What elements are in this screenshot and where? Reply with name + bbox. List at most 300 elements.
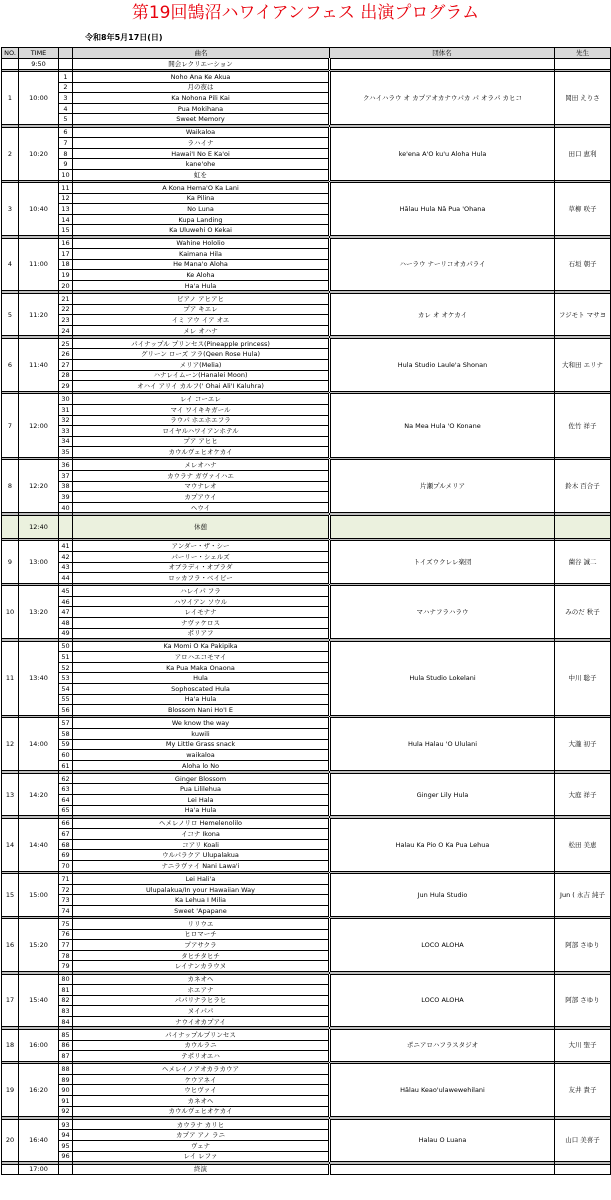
song-number: 26	[59, 349, 73, 360]
teacher-name: 大瀧 初子	[555, 718, 611, 771]
closing-group	[330, 1164, 555, 1175]
closing-label: 終演	[73, 1164, 330, 1175]
song-title: Ulupalakua/In your Hawaiian Way	[73, 884, 330, 895]
song-number: 66	[59, 818, 73, 829]
header-teacher: 先生	[555, 48, 611, 59]
group-time: 12:00	[19, 394, 59, 458]
song-title: アロハエコモマイ	[73, 652, 330, 663]
song-title: カプア アノ ラニ	[73, 1130, 330, 1141]
song-number: 68	[59, 839, 73, 850]
song-number: 80	[59, 974, 73, 985]
song-number: 22	[59, 304, 73, 315]
song-number: 85	[59, 1029, 73, 1040]
song-number: 72	[59, 884, 73, 895]
song-title: テポリオエハ	[73, 1051, 330, 1062]
song-number: 18	[59, 259, 73, 270]
song-title: オブラディ・オブラダ	[73, 562, 330, 573]
group-name: ポニアロハフラスタジオ	[330, 1029, 555, 1061]
group-number: 18	[2, 1029, 19, 1061]
song-title: グリーン ローズ フラ(Qeen Rose Hula)	[73, 349, 330, 360]
song-title: Ginger Blossom	[73, 773, 330, 784]
teacher-name: 田口 恵利	[555, 127, 611, 180]
song-title: プアサクラ	[73, 940, 330, 951]
group-time: 10:40	[19, 183, 59, 236]
song-title: ロッカフラ・ベイビー	[73, 573, 330, 584]
song-title: コアリ Koali	[73, 839, 330, 850]
closing-teacher	[555, 1164, 611, 1175]
song-title: ラウパ ホエホエフラ	[73, 415, 330, 426]
song-title: タヒチタヒチ	[73, 950, 330, 961]
program-table	[1, 47, 611, 1175]
performance-row	[2, 586, 611, 597]
song-number: 36	[59, 460, 73, 471]
song-title: カプアウイ	[73, 492, 330, 503]
song-title: waikaloa	[73, 750, 330, 761]
closing-row	[2, 1164, 611, 1175]
song-number: 2	[59, 82, 73, 93]
song-number: 65	[59, 805, 73, 816]
teacher-name: 大川 聖子	[555, 1029, 611, 1061]
song-title: パパリナラヒラヒ	[73, 995, 330, 1006]
performance-row	[2, 338, 611, 349]
song-title: カウルヴェヒオケカイ	[73, 447, 330, 458]
song-number: 24	[59, 325, 73, 336]
song-number: 47	[59, 607, 73, 618]
song-number: 43	[59, 562, 73, 573]
song-title: Ka Momi O Ka Pakipika	[73, 641, 330, 652]
song-title: ピアノ アヒアヒ	[73, 293, 330, 304]
song-title: Ka Nohona Pili Kai	[73, 93, 330, 104]
song-number: 1	[59, 72, 73, 83]
song-number: 31	[59, 404, 73, 415]
song-number: 57	[59, 718, 73, 729]
song-title: カウルラニ	[73, 1040, 330, 1051]
song-number: 89	[59, 1074, 73, 1085]
teacher-name: 山口 美喜子	[555, 1119, 611, 1161]
song-title: kane'ohe	[73, 159, 330, 170]
song-number: 63	[59, 784, 73, 795]
song-number: 28	[59, 370, 73, 381]
song-title: Pua Lililehua	[73, 784, 330, 795]
group-number: 11	[2, 641, 19, 715]
song-number: 32	[59, 415, 73, 426]
song-title: ロイヤルハワイアンホテル	[73, 426, 330, 437]
song-number: 73	[59, 895, 73, 906]
performance-row	[2, 1029, 611, 1040]
song-title: ラハイナ	[73, 138, 330, 149]
song-number: 8	[59, 148, 73, 159]
group-time: 16:40	[19, 1119, 59, 1161]
song-number: 29	[59, 381, 73, 392]
song-number: 23	[59, 315, 73, 326]
group-name: カレ オ オケカイ	[330, 293, 555, 335]
group-time: 10:00	[19, 72, 59, 125]
group-number: 3	[2, 183, 19, 236]
song-number: 25	[59, 338, 73, 349]
break-time: 12:40	[19, 515, 59, 538]
song-number: 88	[59, 1064, 73, 1075]
song-number: 77	[59, 940, 73, 951]
song-title: ホエアナ	[73, 985, 330, 996]
group-name: Halau Ka Pio O Ka Pua Lehua	[330, 818, 555, 871]
group-name: Jun Hula Studio	[330, 874, 555, 916]
header-time: TIME	[19, 48, 59, 59]
song-number: 86	[59, 1040, 73, 1051]
song-title: Kaimana Hila	[73, 249, 330, 260]
song-number: 46	[59, 596, 73, 607]
header-num	[59, 48, 73, 59]
song-number: 35	[59, 447, 73, 458]
song-number: 82	[59, 995, 73, 1006]
group-number: 10	[2, 586, 19, 639]
group-name: Na Mea Hula 'O Konane	[330, 394, 555, 458]
song-title: レイモナナ	[73, 607, 330, 618]
group-name: ハーラウ ナーリコオカパライ	[330, 238, 555, 291]
header-no: NO.	[2, 48, 19, 59]
group-time: 14:20	[19, 773, 59, 815]
song-title: Sweet 'Apapane	[73, 905, 330, 916]
group-name: Hula Studio Lokelani	[330, 641, 555, 715]
song-number: 50	[59, 641, 73, 652]
song-number: 61	[59, 760, 73, 771]
header-row	[2, 48, 611, 59]
closing-no	[2, 1164, 19, 1175]
song-title: マイ ワイキキガール	[73, 404, 330, 415]
program-body	[2, 59, 611, 1175]
song-title: kuwili	[73, 728, 330, 739]
song-title: Ka Lehua I Milia	[73, 895, 330, 906]
song-number: 81	[59, 985, 73, 996]
event-date: 令和8年5月17日(日)	[85, 33, 163, 42]
song-title: Kupa Landing	[73, 214, 330, 225]
song-title: リリウエ	[73, 919, 330, 930]
group-number: 2	[2, 127, 19, 180]
break-teacher	[555, 515, 611, 538]
song-number: 34	[59, 436, 73, 447]
group-time: 13:20	[19, 586, 59, 639]
group-number: 4	[2, 238, 19, 291]
teacher-name: 石垣 朝子	[555, 238, 611, 291]
song-number: 4	[59, 103, 73, 114]
song-number: 70	[59, 861, 73, 872]
group-name: Ginger Lily Hula	[330, 773, 555, 815]
teacher-name: Jun ( 永吉 純子	[555, 874, 611, 916]
teacher-name: 岡田 えりさ	[555, 72, 611, 125]
performance-row	[2, 238, 611, 249]
group-time: 12:20	[19, 460, 59, 513]
song-title: He Mana'o Aloha	[73, 259, 330, 270]
song-title: ナニラヴァイ Nani Lawa'i	[73, 861, 330, 872]
song-title: Sweet Memory	[73, 114, 330, 125]
song-number: 69	[59, 850, 73, 861]
group-time: 11:00	[19, 238, 59, 291]
group-number: 7	[2, 394, 19, 458]
song-title: Ha'a Hula	[73, 694, 330, 705]
song-number: 62	[59, 773, 73, 784]
song-title: Aloha lo No	[73, 760, 330, 771]
song-number: 13	[59, 204, 73, 215]
song-title: Lei Hala	[73, 795, 330, 806]
song-number: 10	[59, 169, 73, 180]
song-number: 71	[59, 874, 73, 885]
group-number: 19	[2, 1064, 19, 1117]
opening-teacher	[555, 59, 611, 70]
teacher-name: 中川 聡子	[555, 641, 611, 715]
teacher-name: 松田 美恵	[555, 818, 611, 871]
song-title: メレオハナ	[73, 460, 330, 471]
performance-row	[2, 919, 611, 930]
song-number: 78	[59, 950, 73, 961]
song-title: ポリアフ	[73, 628, 330, 639]
song-number: 45	[59, 586, 73, 597]
teacher-name: 薗谷 誠二	[555, 541, 611, 583]
song-number: 92	[59, 1106, 73, 1117]
song-title: 虹を	[73, 169, 330, 180]
song-number: 44	[59, 573, 73, 584]
opening-group	[330, 59, 555, 70]
song-number: 94	[59, 1130, 73, 1141]
song-title: パーリー・シェルズ	[73, 551, 330, 562]
performance-row	[2, 1064, 611, 1075]
group-number: 13	[2, 773, 19, 815]
song-title: Blossom Nani Ho'I E	[73, 705, 330, 716]
song-number: 60	[59, 750, 73, 761]
performance-row	[2, 394, 611, 405]
song-title: A Kona Hema'O Ka Lani	[73, 183, 330, 194]
song-title: Lei Hali'a	[73, 874, 330, 885]
song-number: 33	[59, 426, 73, 437]
song-title: Wahine Hololio	[73, 238, 330, 249]
song-number: 55	[59, 694, 73, 705]
opening-no	[2, 59, 19, 70]
song-title: Hula	[73, 673, 330, 684]
group-time: 10:20	[19, 127, 59, 180]
song-title: My Little Grass snack	[73, 739, 330, 750]
break-no	[2, 515, 19, 538]
song-title: レイ レファ	[73, 1151, 330, 1162]
group-number: 15	[2, 874, 19, 916]
song-title: アンダー・ザ・シー	[73, 541, 330, 552]
song-title: プア キエレ	[73, 304, 330, 315]
group-number: 12	[2, 718, 19, 771]
song-number: 14	[59, 214, 73, 225]
group-time: 13:40	[19, 641, 59, 715]
group-name: Hula Halau 'O Ululani	[330, 718, 555, 771]
song-number: 9	[59, 159, 73, 170]
group-name: Halau O Luana	[330, 1119, 555, 1161]
song-number: 59	[59, 739, 73, 750]
performance-row	[2, 460, 611, 471]
group-name: Hula Studio Laule'a Shonan	[330, 338, 555, 391]
song-number: 37	[59, 470, 73, 481]
song-title: カウラナ ガヴァイハエ	[73, 470, 330, 481]
song-number: 20	[59, 280, 73, 291]
performance-row	[2, 718, 611, 729]
song-title: マウナレオ	[73, 481, 330, 492]
opening-label: 開会レクリエーション	[73, 59, 330, 70]
performance-row	[2, 72, 611, 83]
song-number: 54	[59, 684, 73, 695]
group-number: 14	[2, 818, 19, 871]
song-number: 15	[59, 225, 73, 236]
performance-row	[2, 874, 611, 885]
song-title: ウルパラクア Ulupalakua	[73, 850, 330, 861]
song-number: 7	[59, 138, 73, 149]
song-title: ヘウイ	[73, 502, 330, 513]
song-title: ハワイアン ソウル	[73, 596, 330, 607]
song-title: Waikaloa	[73, 127, 330, 138]
teacher-name: 鈴木 百合子	[555, 460, 611, 513]
group-time: 15:40	[19, 974, 59, 1027]
group-name: Hālau Keao'ulawewehilani	[330, 1064, 555, 1117]
song-number: 16	[59, 238, 73, 249]
group-time: 14:00	[19, 718, 59, 771]
song-title: プア アヒヒ	[73, 436, 330, 447]
song-number: 87	[59, 1051, 73, 1062]
song-title: Noho Ana Ke Akua	[73, 72, 330, 83]
performance-row	[2, 641, 611, 652]
group-name: LOCO ALOHA	[330, 974, 555, 1027]
song-number: 38	[59, 481, 73, 492]
performance-row	[2, 974, 611, 985]
song-title: メリア(Melia)	[73, 360, 330, 371]
song-number: 96	[59, 1151, 73, 1162]
song-number: 12	[59, 193, 73, 204]
song-number: 6	[59, 127, 73, 138]
song-title: ケウアネイ	[73, 1074, 330, 1085]
song-number: 53	[59, 673, 73, 684]
song-title: ハレイパ フラ	[73, 586, 330, 597]
group-name: クハイハラウ オ カプアオカナウパカ パ オラパ カヒコ	[330, 72, 555, 125]
song-number: 39	[59, 492, 73, 503]
break-num	[59, 515, 73, 538]
group-time: 13:00	[19, 541, 59, 583]
song-number: 5	[59, 114, 73, 125]
group-name: ke'ena A'O ku'u Aloha Hula	[330, 127, 555, 180]
song-number: 30	[59, 394, 73, 405]
song-number: 48	[59, 618, 73, 629]
song-title: Sophoscated Hula	[73, 684, 330, 695]
song-number: 27	[59, 360, 73, 371]
song-title: Ha'a Hula	[73, 805, 330, 816]
song-number: 49	[59, 628, 73, 639]
song-number: 3	[59, 93, 73, 104]
song-title: パイナップルプリンセス	[73, 1029, 330, 1040]
song-title: Pua Mokihana	[73, 103, 330, 114]
group-number: 8	[2, 460, 19, 513]
group-name: LOCO ALOHA	[330, 919, 555, 972]
song-title: ヒロマーチ	[73, 929, 330, 940]
teacher-name: 阿部 さゆり	[555, 974, 611, 1027]
song-title: イミ アウ イア オエ	[73, 315, 330, 326]
song-title: カネオヘ	[73, 1096, 330, 1107]
break-group	[330, 515, 555, 538]
break-label: 休憩	[73, 515, 330, 538]
song-number: 21	[59, 293, 73, 304]
page-title: 第19回鵠沼ハワイアンフェス 出演プログラム	[131, 3, 480, 23]
song-title: レイ コーエレ	[73, 394, 330, 405]
performance-row	[2, 818, 611, 829]
song-number: 40	[59, 502, 73, 513]
group-time: 11:20	[19, 293, 59, 335]
song-number: 75	[59, 919, 73, 930]
song-number: 19	[59, 270, 73, 281]
group-name: トイズウクレレ楽団	[330, 541, 555, 583]
song-title: ナウイオカプアイ	[73, 1016, 330, 1027]
song-title: カウルヴェヒオケカイ	[73, 1106, 330, 1117]
song-title: Ka Pua Maka Onaona	[73, 662, 330, 673]
closing-time: 17:00	[19, 1164, 59, 1175]
group-time: 15:20	[19, 919, 59, 972]
song-title: イコナ Ikona	[73, 829, 330, 840]
teacher-name: 佐竹 祥子	[555, 394, 611, 458]
song-title: Hawai'I No E Ka'oi	[73, 148, 330, 159]
song-title: Ke Aloha	[73, 270, 330, 281]
teacher-name: 阿部 さゆり	[555, 919, 611, 972]
break-row	[2, 515, 611, 538]
performance-row	[2, 183, 611, 194]
song-number: 93	[59, 1119, 73, 1130]
group-time: 11:40	[19, 338, 59, 391]
group-name: Hālau Hula Nā Pua 'Ohana	[330, 183, 555, 236]
song-title: カネオヘ	[73, 974, 330, 985]
song-title: オハイ アリイ カルフ(' Ohai Ali'I Kaluhra)	[73, 381, 330, 392]
song-number: 74	[59, 905, 73, 916]
song-number: 64	[59, 795, 73, 806]
song-number: 83	[59, 1006, 73, 1017]
song-number: 79	[59, 961, 73, 972]
opening-time: 9:50	[19, 59, 59, 70]
song-number: 11	[59, 183, 73, 194]
song-title: パイナップル プリンセス(Pineapple princess)	[73, 338, 330, 349]
opening-row	[2, 59, 611, 70]
song-number: 91	[59, 1096, 73, 1107]
closing-num	[59, 1164, 73, 1175]
performance-row	[2, 773, 611, 784]
song-number: 90	[59, 1085, 73, 1096]
song-title: 月の夜は	[73, 82, 330, 93]
group-name: マハナフラハラウ	[330, 586, 555, 639]
song-title: ハナレイムーン(Hanalei Moon)	[73, 370, 330, 381]
song-title: ヘメレイノアオカラカウア	[73, 1064, 330, 1075]
performance-row	[2, 127, 611, 138]
song-number: 56	[59, 705, 73, 716]
song-title: カウラナ カリヒ	[73, 1119, 330, 1130]
teacher-name: 大庭 祥子	[555, 773, 611, 815]
group-time: 16:00	[19, 1029, 59, 1061]
song-number: 84	[59, 1016, 73, 1027]
song-title: ヴェナ	[73, 1140, 330, 1151]
song-title: ヘメレノリロ Hemelenolilo	[73, 818, 330, 829]
song-number: 42	[59, 551, 73, 562]
teacher-name: みのだ 秋子	[555, 586, 611, 639]
group-number: 16	[2, 919, 19, 972]
performance-row	[2, 293, 611, 304]
teacher-name: 草柳 咲子	[555, 183, 611, 236]
teacher-name: 友井 貴子	[555, 1064, 611, 1117]
song-title: レイナンカラウヌ	[73, 961, 330, 972]
song-title: We know the way	[73, 718, 330, 729]
song-number: 51	[59, 652, 73, 663]
opening-num	[59, 59, 73, 70]
group-time: 14:40	[19, 818, 59, 871]
group-number: 6	[2, 338, 19, 391]
teacher-name: 大和田 エリナ	[555, 338, 611, 391]
song-number: 17	[59, 249, 73, 260]
song-number: 67	[59, 829, 73, 840]
group-number: 1	[2, 72, 19, 125]
group-number: 20	[2, 1119, 19, 1161]
